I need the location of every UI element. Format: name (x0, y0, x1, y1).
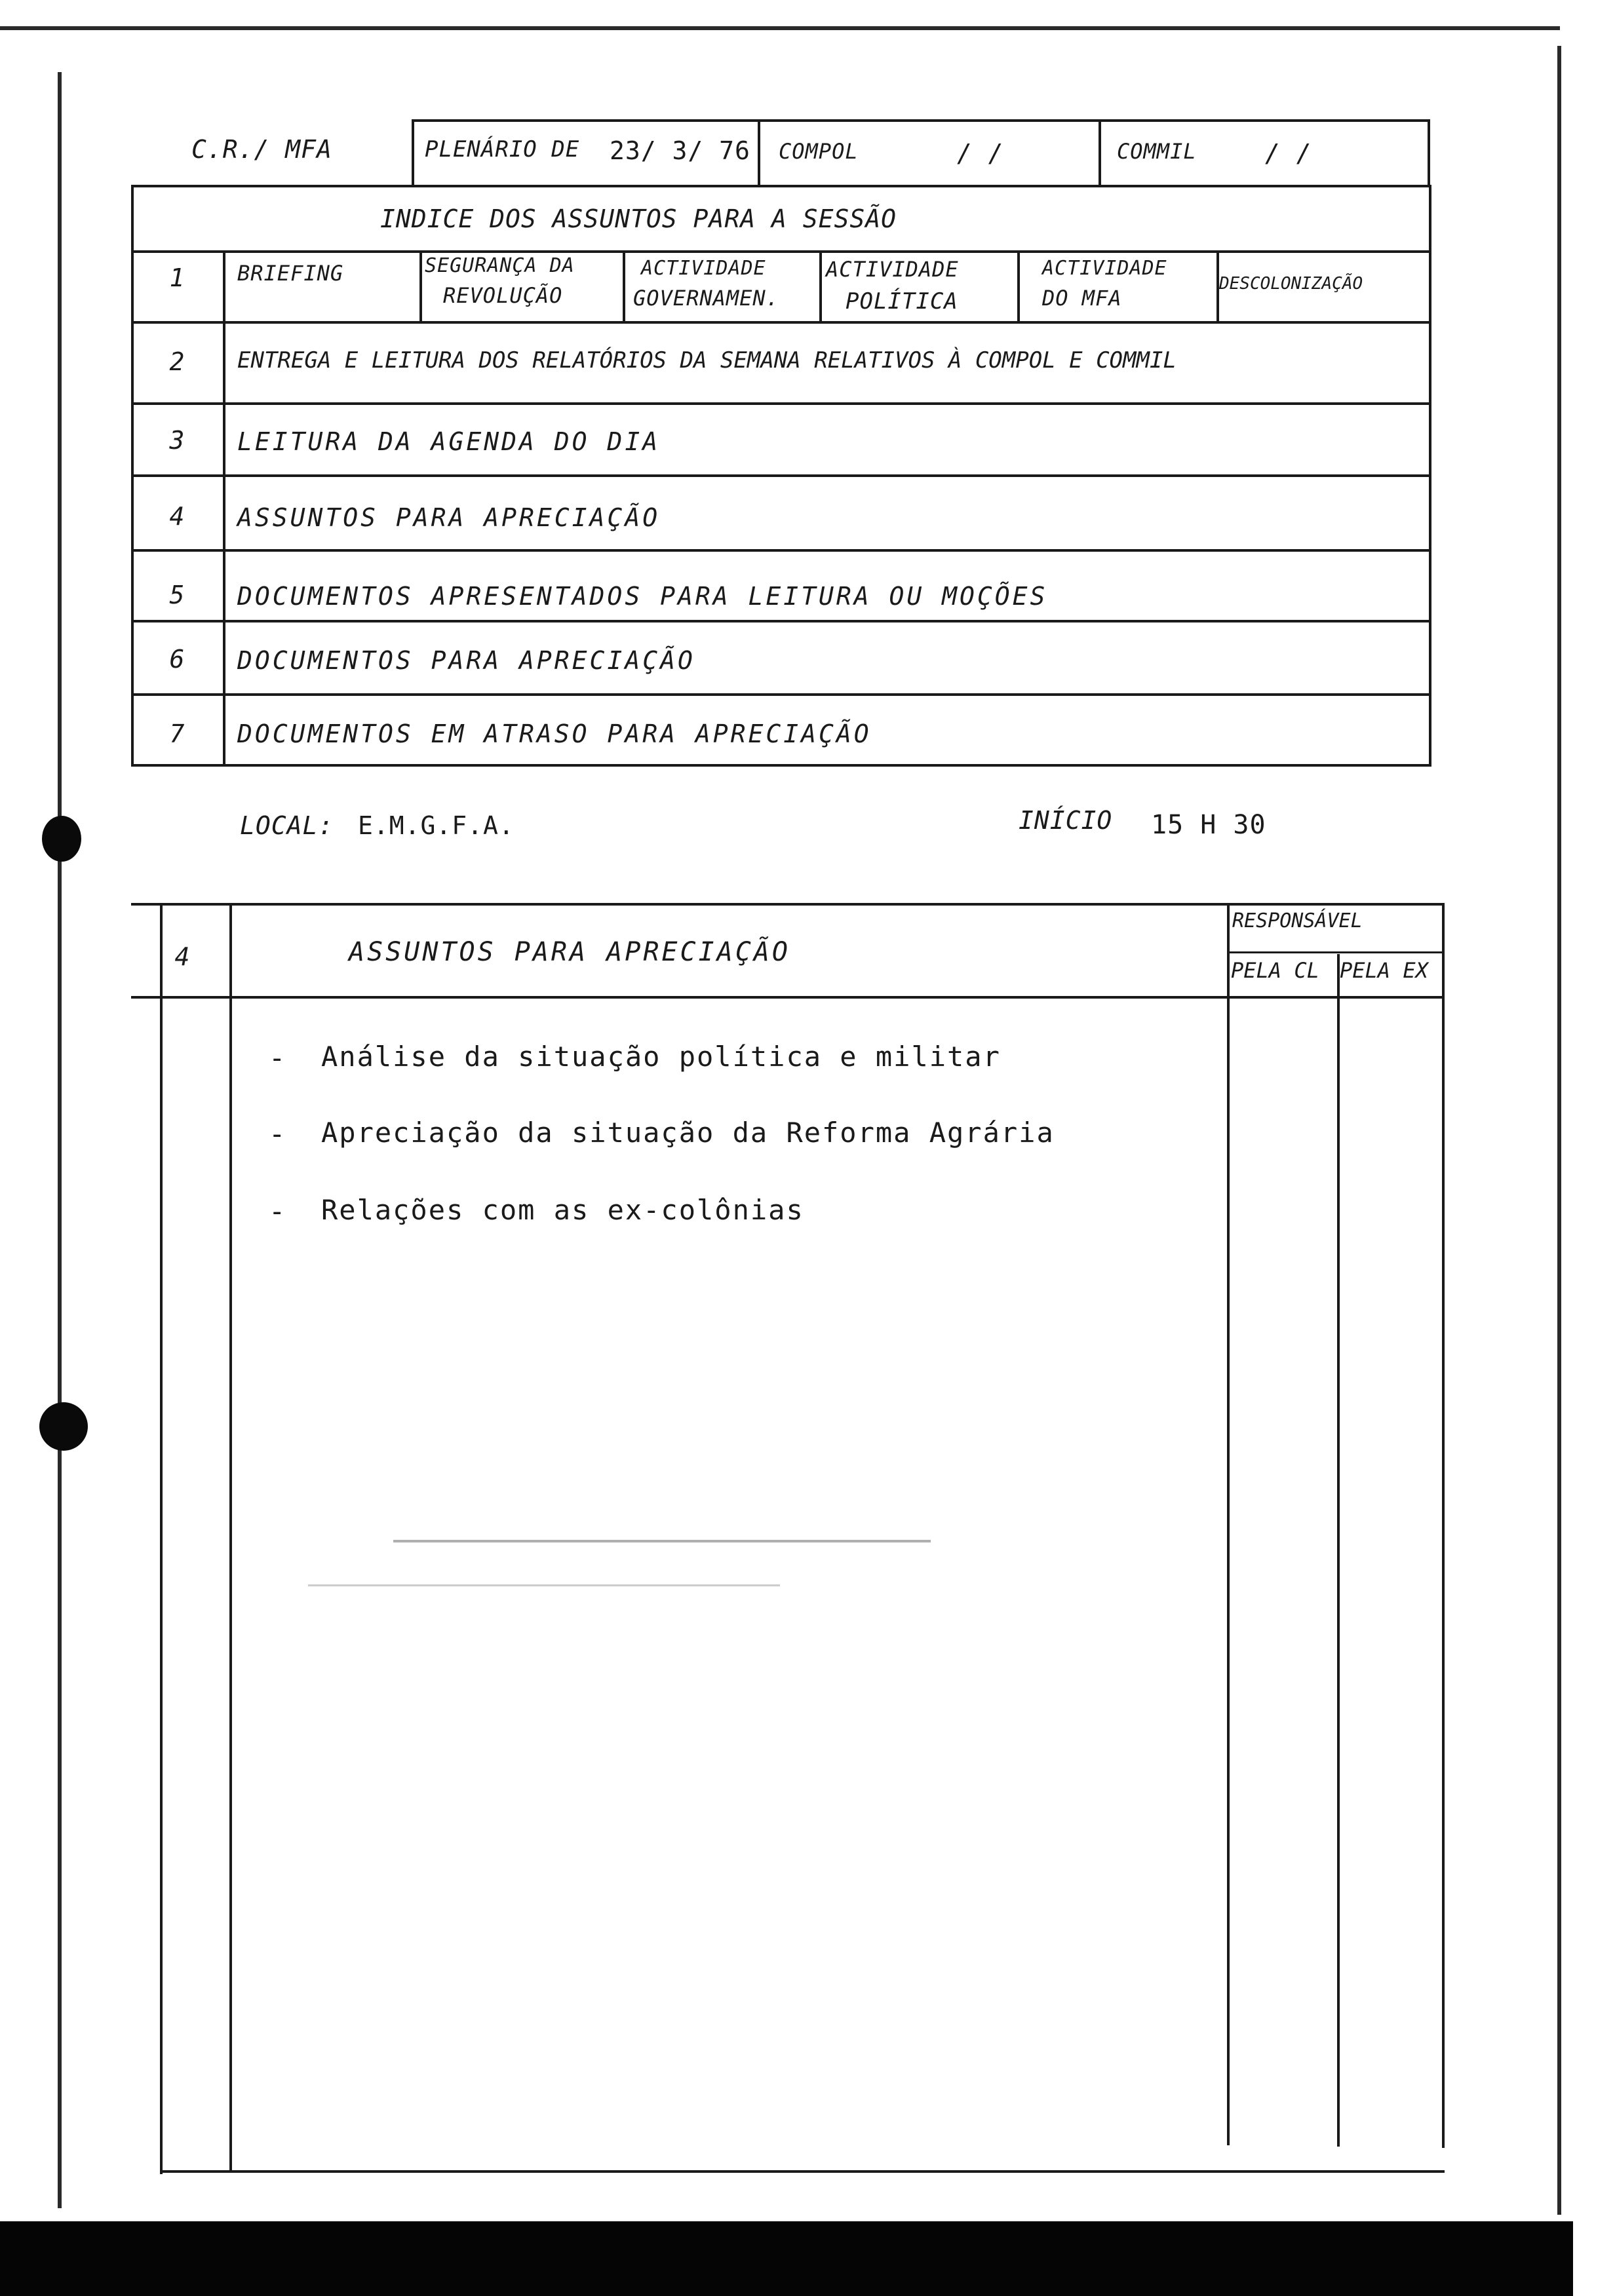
punch-hole (42, 816, 81, 862)
scan-smudge (308, 1584, 780, 1586)
row1-divider (819, 250, 822, 322)
row-number: 2 (169, 347, 185, 376)
list-item-bullet: - (269, 1195, 286, 1227)
header-sep-1 (758, 122, 760, 185)
list-item: Apreciação da situação da Reforma Agrária (321, 1117, 1055, 1149)
col-cl-header: PELA CL (1231, 958, 1319, 983)
local-value: E.M.G.F.A. (358, 811, 515, 840)
scan-smudge (393, 1540, 931, 1542)
row-number: 3 (169, 426, 185, 455)
row-text: DOCUMENTOS APRESENTADOS PARA LEITURA OU MOÇÕES (237, 582, 1048, 611)
commil-date: / / (1265, 139, 1312, 168)
index-bottom-border (131, 764, 1431, 767)
agenda-title: ASSUNTOS PARA APRECIAÇÃO (349, 937, 790, 967)
row-number: 7 (169, 719, 185, 748)
col-ex-header: PELA EX (1340, 958, 1428, 983)
responsavel-line (1227, 951, 1445, 953)
punch-hole (39, 1402, 88, 1451)
list-item-bullet: - (269, 1042, 286, 1074)
commil-label: COMMIL (1117, 139, 1197, 164)
row1-divider (623, 250, 625, 322)
row-line (131, 620, 1431, 622)
row-text: ASSUNTOS PARA APRECIAÇÃO (237, 503, 661, 532)
index-top-border (131, 185, 1431, 187)
agenda-top-border (131, 903, 1445, 906)
right-edge-line (1557, 46, 1561, 2215)
row1-governamen-l1: ACTIVIDADE (641, 257, 766, 280)
row1-politica-l2: POLÍTICA (846, 288, 958, 315)
index-title: INDICE DOS ASSUNTOS PARA A SESSÃO (380, 204, 897, 233)
agenda-left-border (160, 903, 163, 2174)
plenary-label: PLENÁRIO DE (425, 136, 580, 163)
row-line (131, 549, 1431, 552)
row-text: LEITURA DA AGENDA DO DIA (237, 427, 661, 456)
row-line (131, 474, 1431, 477)
plenary-date: 23/ 3/ 76 (610, 136, 750, 165)
row1-divider (419, 250, 422, 322)
compol-label: COMPOL (779, 139, 859, 164)
agenda-bottom-border (160, 2170, 1445, 2173)
inicio-value: 15 H 30 (1151, 810, 1266, 840)
header-sep-2 (1099, 122, 1101, 185)
row-line (131, 693, 1431, 696)
row-number: 5 (169, 581, 185, 609)
agenda-ex-divider (1337, 954, 1340, 2147)
row-number: 4 (169, 502, 185, 531)
row-number: 6 (169, 645, 185, 674)
row-line (131, 250, 1431, 253)
header-box-left (412, 119, 414, 185)
row1-mfa-l1: ACTIVIDADE (1042, 257, 1167, 280)
row-number: 1 (169, 263, 185, 292)
list-item: Relações com as ex-colônias (321, 1194, 804, 1226)
row1-politica-l1: ACTIVIDADE (826, 257, 959, 282)
list-item: Análise da situação política e militar (321, 1041, 1001, 1073)
number-col-divider (223, 250, 225, 767)
agenda-right-border (1442, 903, 1445, 2148)
row1-seguranca-l2: REVOLUÇÃO (443, 283, 563, 308)
agenda-number-divider (229, 903, 232, 2172)
list-item-bullet: - (269, 1118, 286, 1150)
row-text: DOCUMENTOS PARA APRECIAÇÃO (237, 646, 695, 675)
row1-divider (1017, 250, 1020, 322)
row-line (131, 321, 1431, 324)
row1-descolonizacao: DESCOLONIZAÇÃO (1219, 274, 1363, 294)
org-label: C.R./ MFA (191, 135, 332, 164)
local-label: LOCAL: (240, 811, 334, 840)
row-text: ENTREGA E LEITURA DOS RELATÓRIOS DA SEMANA RELATIVOS À COMPOL E COMMIL (237, 347, 1177, 373)
row1-seguranca-l1: SEGURANÇA DA (425, 254, 575, 277)
row1-mfa-l2: DO MFA (1042, 286, 1122, 311)
agenda-number: 4 (174, 942, 190, 971)
agenda-header-line (131, 996, 1445, 999)
row1-governamen-l2: GOVERNAMEN. (633, 286, 779, 311)
row1-briefing: BRIEFING (237, 261, 344, 286)
top-edge-line (0, 26, 1560, 30)
header-box-top (412, 119, 1429, 122)
bottom-black-band (0, 2221, 1573, 2296)
agenda-cl-divider (1227, 903, 1230, 2145)
left-edge-line (58, 72, 62, 2208)
header-box-right (1428, 119, 1430, 185)
responsavel-label: RESPONSÁVEL (1232, 909, 1363, 932)
compol-date: / / (957, 139, 1004, 168)
inicio-label: INÍCIO (1019, 806, 1113, 835)
row-text: DOCUMENTOS EM ATRASO PARA APRECIAÇÃO (237, 719, 872, 748)
row-line (131, 402, 1431, 405)
